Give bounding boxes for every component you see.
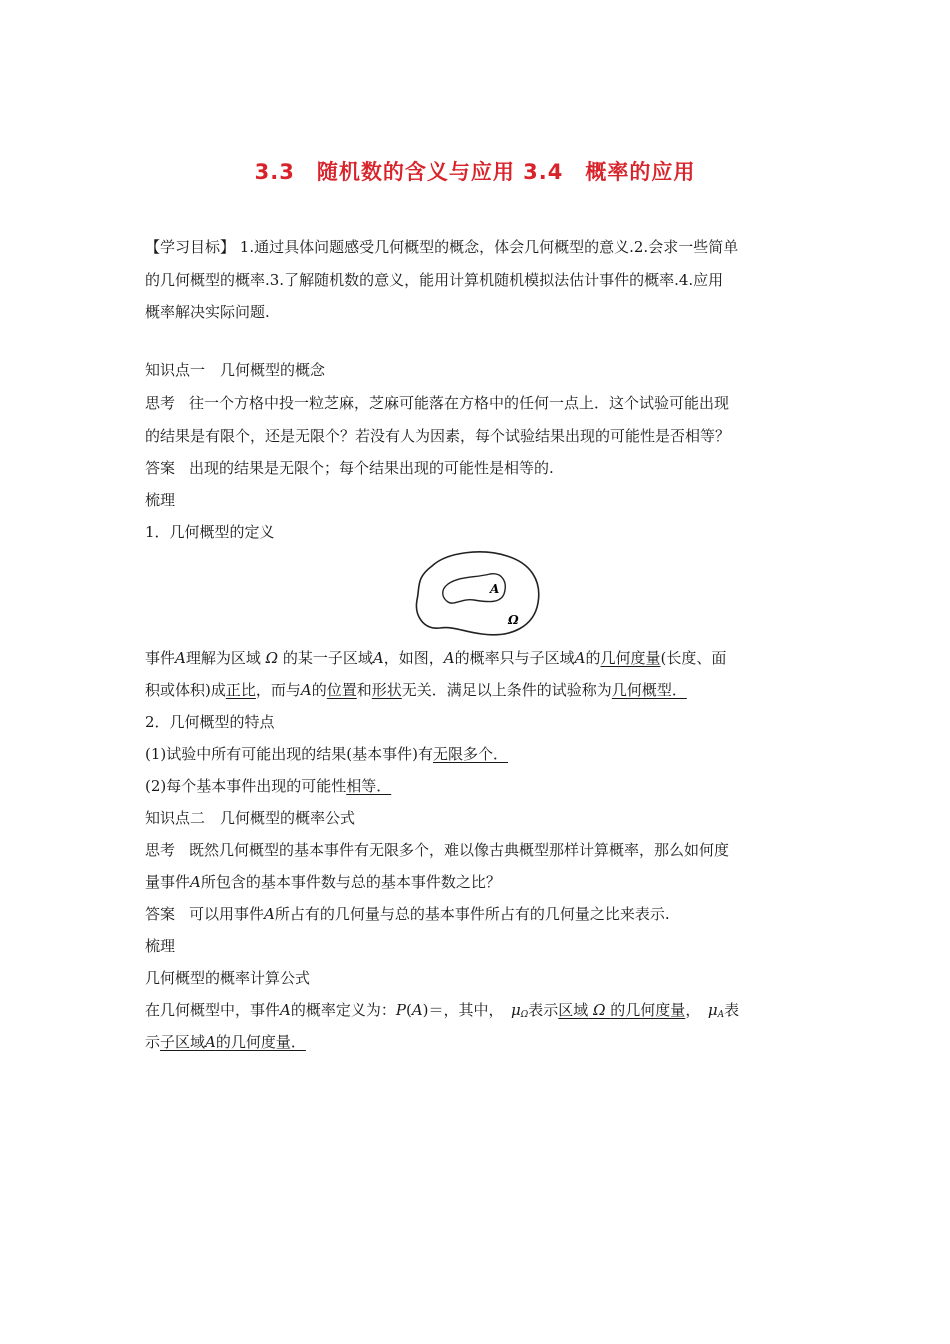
var-a: A [300,681,312,699]
kp2-sort-label: 梳理 [145,937,176,955]
var-a: A [411,1001,423,1019]
objectives-label: 【学习目标】 [145,238,236,256]
outer-region-label: Ω [508,613,519,627]
formula-line-2 [145,1032,815,1052]
var-a: A [372,649,384,667]
fill-blank-infinite: 无限多个． [432,745,508,763]
blank-part: 的几何度量 [610,1001,686,1019]
var-a: A [264,905,275,923]
fill-blank-position: 位置 [326,681,357,699]
feat-heading: 2．几何概型的特点 [145,713,275,731]
def-text: 的概率只与子区域 [454,649,575,667]
kp1-heading: 知识点一 几何概型的概念 [145,361,326,379]
def-text: 积或体积)成 [145,681,226,699]
feat-2 [145,776,815,796]
fill-blank-shape: 形状 [371,681,402,699]
subscript-a: A [717,1010,725,1020]
inner-region-label: A [490,582,500,596]
subscript-omega: Ω [520,1010,529,1020]
var-omega: Ω [593,1001,606,1019]
kp1-answer-text: 出现的结果是无限个；每个结果出现的可能性是相等的. [189,459,554,477]
kp2-answer-label: 答案 [145,905,176,923]
outer-region-omega [416,552,538,635]
think-text: 所包含的基本事件数与总的基本事件数之比？ [200,873,501,891]
formula-line-1 [145,1000,815,1025]
blank-part: 区域 [558,1001,589,1019]
var-a: A [280,1001,291,1019]
formula-text: 在几何概型中，事件 [145,1001,281,1019]
fill-blank-geometric-measure: 几何度量 [600,649,661,667]
formula-heading: 几何概型的概率计算公式 [145,969,311,987]
var-mu: μ [707,1001,718,1019]
var-a: A [205,1033,216,1051]
fill-blank-omega-measure [558,1001,685,1019]
feat-text: (2)每个基本事件出现的可能性 [145,777,347,795]
think-text: 量事件 [145,873,191,891]
formula-text: ， [685,1001,693,1019]
fill-blank-geometric-model: 几何概型． [611,681,687,699]
def-text: (长度、面 [660,649,727,667]
var-a: A [175,649,186,667]
formula-text: 表示 [528,1001,559,1019]
kp2-think-label: 思考 [145,841,176,859]
kp2-answer [145,904,815,924]
def-text: 无关．满足以上条件的试验称为 [401,681,612,699]
feat-text: (1)试验中所有可能出现的结果(基本事件)有 [145,745,433,763]
formula-text: 表 [724,1001,740,1019]
objectives-line-1 [145,237,815,257]
formula-text: )＝，其中， [422,1001,497,1019]
kp2-think-line-1 [145,840,815,860]
var-omega: Ω [265,649,279,667]
kp1-think-line-1 [145,393,815,413]
kp2-heading: 知识点二 几何概型的概率公式 [145,809,356,827]
formula-text: ( [405,1001,412,1019]
var-p: P [395,1001,406,1019]
kp1-answer [145,458,815,478]
fill-blank-equal: 相等． [346,777,392,795]
kp1-answer-label: 答案 [145,459,176,477]
answer-text: 所占有的几何量与总的基本事件所占有的几何量之比来表示. [274,905,670,923]
def-line-1 [145,648,815,668]
kp2-think-line-2 [145,872,815,892]
blank-part: 子区域 [160,1033,206,1051]
var-a: A [574,649,586,667]
var-a: A [190,873,201,891]
feat-1 [145,744,815,764]
objectives-line-2: 的几何概型的概率.3.了解随机数的意义，能用计算机随机模拟法估计事件的概率.4.应用 [145,271,724,289]
objectives-line-3: 概率解决实际问题. [145,303,270,321]
region-diagram [412,548,542,640]
def-text: 的某一子区域 [282,649,373,667]
fill-blank-proportional: 正比 [225,681,256,699]
answer-text: 可以用事件 [189,905,265,923]
kp1-sort-label: 梳理 [145,491,176,509]
def-text: 的 [311,681,327,699]
def-text: ，而与 [255,681,301,699]
var-a: A [443,649,455,667]
objectives-text-1: 1.通过具体问题感受几何概型的概念，体会几何概型的意义.2.会求一些简单 [239,238,739,256]
def-text: ，如图， [383,649,444,667]
formula-text: 的概率定义为： [290,1001,396,1019]
def-text: 和 [356,681,372,699]
kp1-think-label: 思考 [145,394,176,412]
kp1-think-text-1: 往一个方格中投一粒芝麻，芝麻可能落在方格中的任何一点上．这个试验可能出现 [189,394,730,412]
kp1-think-line-2: 的结果是有限个，还是无限个？若没有人为因素，每个试验结果出现的可能性是否相等？ [145,427,731,445]
var-mu: μ [511,1001,521,1019]
blank-part: 的几何度量． [215,1033,306,1051]
fill-blank-a-measure [160,1033,306,1051]
def-text: 的 [585,649,601,667]
def-line-2 [145,680,815,700]
def-text: 事件 [145,649,176,667]
def-text: 理解为区域 [185,649,261,667]
page-title: 3.3 随机数的含义与应用 3.4 概率的应用 [254,160,696,184]
kp2-think-text-1: 既然几何概型的基本事件有无限多个，难以像古典概型那样计算概率，那么如何度 [189,841,730,859]
formula-text: 示 [145,1033,161,1051]
kp1-def-heading: 1．几何概型的定义 [145,523,275,541]
